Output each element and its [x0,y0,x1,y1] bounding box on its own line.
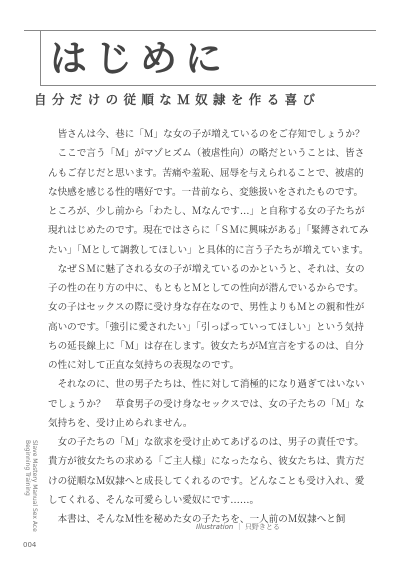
body-text [48,125,370,529]
illustration-credit [196,522,280,532]
side-book-title: Slave Mastery Manual Sex Ace Beginning Training [24,440,38,532]
paragraph: なぜＳＭに魅了される女の子が増えているのかというと、それは、女の子の性の在り方の中に、もともとＭとしての性向が潜んでいるからです。女の子はセックスの際に受け身な存在なので、男性よりもＭとの親和性が高いのです。「強引に愛されたい」「引っぱっていってほしい」という気持ちの延長線上に「Ｍ」は存在します。彼女たちがＭ宣言をするのは、自分の性に対して正直な気持ちの表現なのです。 [48,263,365,371]
credit-name: 只野きとる [244,523,280,531]
page-subtitle: 自分だけの従順なＭ奴隷を作る喜び [34,92,321,107]
paragraph: 女の子たちの「Ｍ」な欲求を受け止めてあげるのは、男子の責任です。貴方が彼女たちの求める「ご主人様」になったなら、彼女たちは、貴方だけの従順なＭ奴隷へと成長してくれるのです。どんなことも受け入れ、愛してくれる、そんな可愛らしい愛奴にです……。 [48,437,365,506]
page-number: 004 [23,541,37,549]
title-frame-top [24,30,376,31]
paragraph: 本書は、そんなＭ性を秘めた女の子たちを、一人前のＭ奴隷へと飼 [57,514,346,525]
paragraph: ここで言う「Ｍ」がマゾヒズム（被虐性向）の略だということは、皆さんもご存じだと思います。苦痛や羞恥、屈辱を与えられることで、被虐的な快感を感じる性的嗜好です。一昔前なら、変態扱いをされたものです。ところが、少し前から「わたし、Ｍなんです…」と自称する女の子たちが現れはじめたのです。現在ではさらに「ＳＭに興味がある」「緊縛されてみたい」「Ｍとして調教してほしい」と具体的に言う子たちが増えています。 [48,148,369,256]
credit-separator: ｜ [235,523,243,531]
page-title: はじめに [50,36,230,80]
paragraph: 皆さんは今、巷に「Ｍ」な女の子が増えているのをご存知でしょうか？ [57,129,365,140]
credit-label: Illustration [196,523,234,531]
title-rule [40,85,376,86]
paragraph: それなのに、世の男子たちは、性に対して消極的になり過ぎてはいないでしょうか？ 草食男子の受け身なセックスでは、女の子たちの「Ｍ」な気持ちを、受け止められません。 [48,379,365,429]
title-frame-left [40,30,41,85]
